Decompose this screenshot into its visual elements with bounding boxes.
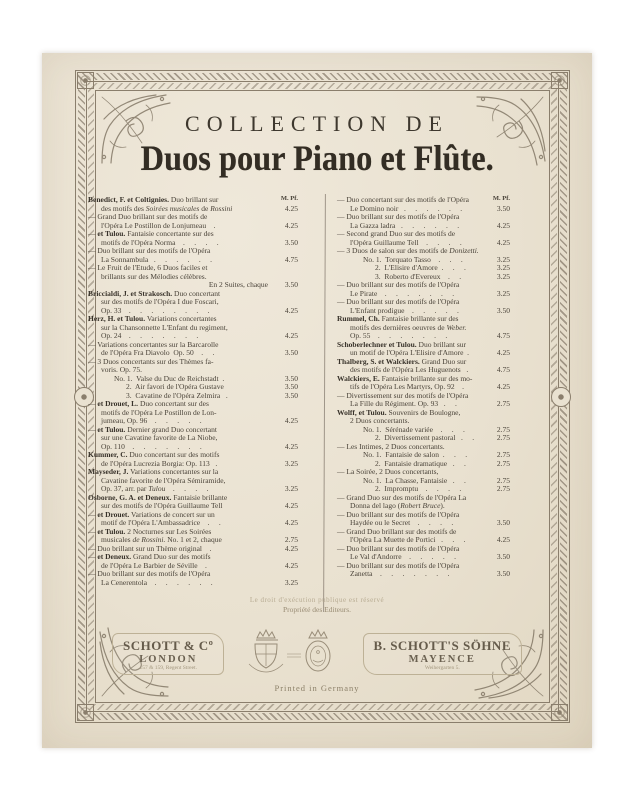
price-value: 3.25 bbox=[496, 271, 510, 281]
price-value: 3.25 bbox=[284, 458, 298, 468]
work-title-text: — Duo brillant sur des motifs de l'Opéra bbox=[337, 297, 460, 306]
work-title-text: Zanetta . . . . . . . bbox=[350, 569, 450, 578]
work-title-text: La Gazza ladra . . . . . . bbox=[350, 220, 460, 230]
work-title-text: ). bbox=[440, 501, 445, 510]
work-title-text: de l'Opéra Fra Diavolo Op. 50 . . bbox=[101, 348, 215, 357]
price-value: 3.25 bbox=[284, 577, 298, 587]
work-title-text: 3. Cavatine de l'Opéra Zelmira . bbox=[126, 390, 228, 400]
work-title-text: L'Enfant prodigue . . . . . bbox=[350, 305, 459, 315]
price-value: 3.50 bbox=[284, 373, 298, 383]
work-title-text: musicales bbox=[101, 535, 133, 544]
work-title-text: Duo concertant sur des bbox=[138, 399, 209, 408]
publisher-imprint bbox=[112, 619, 522, 689]
price-column-header: M. Pf. bbox=[492, 195, 510, 202]
composer-name: Wolff, et Tulou. bbox=[337, 407, 387, 417]
work-title-text: Duo concertant sur des motifs bbox=[127, 450, 220, 459]
corner-rosette-icon bbox=[551, 704, 568, 721]
work-title-text: Fantaisie brillante sur des bbox=[379, 314, 459, 323]
work-title-text: Op. 55 . . . . . . . bbox=[350, 331, 448, 340]
collection-heading: COLLECTION DE bbox=[185, 111, 449, 136]
price-value: 3.50 bbox=[496, 305, 510, 315]
composer-name: et Drouet. bbox=[97, 509, 130, 519]
composer-name: et Tulou. bbox=[97, 526, 126, 536]
composer-name: et Tulou. bbox=[97, 424, 126, 434]
price-value: 3.25 bbox=[284, 484, 298, 493]
work-title-text: de bbox=[199, 203, 211, 213]
work-title-text: No. 1. La Chasse, Fantaisie . . bbox=[363, 475, 466, 485]
work-title-text: — Grand Duo brillant sur des motifs de bbox=[337, 526, 457, 536]
work-title-text: — Duo brillant sur des motifs de l'Opéra bbox=[88, 246, 211, 255]
work-title-text: — 3 Duos de salon sur des motifs de bbox=[337, 246, 450, 255]
composer-name: Herz, H. et Tulou. bbox=[88, 314, 146, 323]
work-title-text: Fantaisie brillante sur des mo- bbox=[379, 373, 473, 383]
work-title-text: Souvenirs de Boulogne, bbox=[386, 407, 461, 417]
price-value: 4.25 bbox=[284, 543, 298, 553]
work-title-text: — Duo brillant sur des motifs de l'Opéra bbox=[88, 569, 211, 578]
price-value: 2.75 bbox=[496, 458, 510, 468]
work-title-text: — Duo concertant sur des motifs de l'Opéra bbox=[337, 195, 469, 204]
work-title-text: sur des motifs de l'Opéra Guillaume Tell bbox=[101, 501, 223, 510]
work-title-text: des motifs de l'Opéra Les Huguenots . bbox=[350, 365, 469, 374]
price-value: 3.50 bbox=[284, 280, 298, 289]
work-title-text: Dernier grand Duo concertant bbox=[125, 424, 217, 434]
property-notice: Propriété des Editeurs. bbox=[282, 605, 352, 614]
composer-name: et Drouet, L. bbox=[97, 399, 139, 408]
work-title-text: Grand Duo sur bbox=[419, 356, 467, 366]
composer-name: Mayseder, J. bbox=[88, 467, 129, 476]
work-title-text: — Grand Duo sur des motifs de l'Opéra La bbox=[337, 492, 467, 502]
composer-name: et Deneux. bbox=[97, 552, 132, 561]
work-title-text: Op. 33 . . . . . . . . bbox=[101, 305, 210, 315]
work-title-text: — Le Fruit de l'Etude, 6 Duos faciles et bbox=[88, 263, 208, 272]
publisher-name: SCHOTT & Cº bbox=[123, 638, 214, 653]
price-value: 4.75 bbox=[496, 365, 510, 374]
work-title-text: No. 1. Valse du Duc de Reichstadt . bbox=[114, 373, 225, 383]
work-title-text: Soirées musicales bbox=[145, 203, 200, 213]
work-title-text: Weber. bbox=[446, 322, 467, 332]
work-title-text: 2 Nocturnes sur Les Soirées bbox=[125, 526, 212, 536]
work-title-text: voris. Op. 75. bbox=[101, 365, 143, 374]
composer-name: Briccialdi, J. et Strakosch. bbox=[88, 288, 173, 298]
work-title-text: Op. 37, arr. par bbox=[101, 484, 149, 493]
work-title-text: de l'Opéra Le Barbier de Séville . bbox=[101, 560, 207, 570]
work-title-text: Fantaisie concertante sur des bbox=[125, 229, 214, 238]
work-title-text: 3. Roberto d'Evereux . . bbox=[375, 271, 462, 281]
work-title-text: des motifs des bbox=[101, 203, 146, 213]
work-title-text: — bbox=[88, 552, 98, 561]
price-value: 3.50 bbox=[496, 552, 510, 561]
work-title-text: — Duo brillant sur un Thème original . bbox=[88, 543, 212, 553]
publisher-city: MAYENCE bbox=[408, 654, 476, 665]
work-title-text: motifs de l'Opéra Le Postillon de Lon- bbox=[101, 407, 217, 417]
work-title-text: No. 1. Sérénade variée . . . bbox=[363, 424, 465, 434]
work-title-text: 2. Impromptu . . . . bbox=[375, 484, 462, 493]
corner-rosette-icon bbox=[77, 72, 94, 89]
price-value: 4.25 bbox=[284, 518, 298, 527]
work-title-text: Robert Bruce bbox=[400, 501, 441, 510]
composer-name: Walckiers, E. bbox=[337, 373, 380, 383]
price-value: 3.25 bbox=[496, 288, 510, 298]
medallion-icon bbox=[551, 387, 571, 407]
publisher-address: 157 & 159, Regent Street. bbox=[139, 665, 197, 671]
work-title-text: Le Domino noir . . . . . . bbox=[350, 203, 463, 213]
work-title-text: La Sonnambula . . . . . . bbox=[101, 254, 213, 264]
work-title-text: l'Opéra Le Postillon de Lonjumeau . bbox=[101, 220, 216, 230]
price-value: 4.25 bbox=[284, 501, 298, 510]
price-value: 2.75 bbox=[496, 399, 510, 408]
catalog-column-right bbox=[337, 196, 510, 579]
work-title-text: motif de l'Opéra L'Ambassadrice . . bbox=[101, 518, 221, 527]
work-title-text: — Variations concertantes sur la Barcarolle bbox=[88, 339, 219, 349]
work-title-text: 2. L'Elisire d'Amore . . . bbox=[375, 263, 466, 272]
work-title-text: — Duo brillant sur des motifs de l'Opéra bbox=[337, 509, 460, 519]
price-value: 4.25 bbox=[284, 560, 298, 570]
work-title-text: En 2 Suites, chaque bbox=[208, 280, 268, 289]
work-title-text: La Cenerentola . . . . . . bbox=[101, 577, 213, 587]
work-title-text: Le Val d'Andorre . . . . . bbox=[350, 552, 456, 561]
work-title-text: Duo brillant sur bbox=[416, 339, 467, 349]
work-title-text: Variations concertantes sur la bbox=[128, 467, 219, 476]
work-title-text: — La Soirée, 2 Duos concertants, bbox=[337, 467, 439, 476]
price-value: 4.25 bbox=[284, 305, 298, 315]
work-title-text: Op. 24 . . . . . . . bbox=[101, 331, 199, 340]
composer-name: Benedict, F. et Coltignies. bbox=[88, 195, 169, 204]
publisher-mayence bbox=[363, 633, 522, 675]
work-title-text: 2. Divertissement pastoral . . bbox=[375, 433, 475, 442]
price-value: 2.75 bbox=[284, 535, 298, 544]
price-value: 4.25 bbox=[284, 331, 298, 340]
work-title-text: Variations de concert sur un bbox=[129, 509, 215, 519]
publisher-address: Weihergarten 5. bbox=[424, 665, 460, 671]
work-title-text: — Duo brillant sur des motifs de l'Opéra bbox=[337, 212, 460, 221]
work-title-text: — bbox=[88, 509, 98, 519]
catalog-column-left bbox=[88, 196, 298, 587]
work-title-text: sur une Cavatine favorite de La Niobe, bbox=[101, 433, 218, 442]
work-title-text: 2 Duos concertants. bbox=[350, 416, 410, 425]
work-title-text: — Duo brillant sur des motifs de l'Opéra bbox=[337, 280, 460, 289]
price-value: 4.25 bbox=[284, 441, 298, 451]
price-column-header: M. Pf. bbox=[280, 195, 298, 202]
work-title-text: — bbox=[88, 399, 98, 408]
work-title-text: brillants sur des Mélodies célèbres. bbox=[101, 271, 207, 281]
price-value: 3.50 bbox=[284, 382, 298, 391]
publisher-city: LONDON bbox=[139, 654, 198, 665]
work-title-text: Fantaisie brillante bbox=[171, 492, 228, 502]
work-title-text: — Duo brillant sur des motifs de l'Opéra bbox=[337, 560, 460, 570]
work-title-text: de l'Opéra Lucrezia Borgia: Op. 113 . bbox=[101, 458, 218, 468]
work-title-text: l'Opéra Guillaume Tell . . . . bbox=[350, 237, 462, 247]
price-value: 2.75 bbox=[496, 484, 510, 493]
price-value: 3.25 bbox=[496, 254, 510, 264]
composer-name: Osborne, G. A. et Deneux. bbox=[88, 492, 172, 502]
coat-of-arms-icon bbox=[239, 624, 349, 684]
price-value: 4.75 bbox=[496, 331, 510, 340]
price-value: 3.50 bbox=[284, 390, 298, 400]
work-title-text: — 3 Duos concertants sur des Thèmes fa- bbox=[88, 356, 214, 366]
work-title-text: — Duo brillant sur des motifs de l'Opéra bbox=[337, 543, 460, 553]
price-value: 3.50 bbox=[496, 203, 510, 213]
composer-name: Schoberlechner et Tulou. bbox=[337, 339, 417, 349]
work-title-text: l'Opéra La Muette de Portici . . . bbox=[350, 535, 466, 544]
work-title-text: Donna del lago ( bbox=[350, 501, 401, 510]
work-title-text: Grand Duo sur des motifs bbox=[131, 552, 211, 561]
price-value: 4.25 bbox=[496, 535, 510, 544]
work-title-text: Cavatine favorite de l'Opéra Sémiramide, bbox=[101, 475, 226, 485]
work-title-text: tifs de l'Opéra Les Martyrs, Op. 92 . bbox=[350, 382, 465, 391]
work-title-text: Op. 110 . . . . . . . bbox=[101, 441, 202, 451]
work-title-text: 2. Air favori de l'Opéra Gustave bbox=[126, 382, 224, 391]
composer-name: et Tulou. bbox=[97, 229, 126, 238]
work-title-text: motifs des dernières oeuvres de bbox=[350, 322, 447, 332]
catalog-line bbox=[88, 579, 298, 588]
corner-rosette-icon bbox=[77, 704, 94, 721]
work-title-text: La Fille du Régiment. Op. 93 . . bbox=[350, 399, 457, 408]
work-title-text: — bbox=[88, 526, 98, 536]
work-title-text: — Grand Duo brillant sur des motifs de bbox=[88, 212, 208, 221]
composer-name: Kummer, C. bbox=[88, 450, 128, 459]
work-title-text: — Les Intimes, 2 Duos concertants. bbox=[337, 441, 445, 451]
work-title-text: Rossini bbox=[210, 203, 233, 213]
composer-name: Rummel, Ch. bbox=[337, 314, 380, 323]
price-value: 4.25 bbox=[284, 220, 298, 230]
work-title-text: No. 1. Torquato Tasso . . . bbox=[363, 254, 463, 264]
work-title-text: Duo concertant bbox=[172, 288, 221, 298]
work-title-text: — Divertissement sur des motifs de l'Opéra bbox=[337, 390, 469, 400]
work-title-text: sur la Chansonnette L'Enfant du regiment, bbox=[101, 322, 228, 332]
price-value: 4.25 bbox=[496, 348, 510, 357]
price-value: 4.25 bbox=[496, 382, 510, 391]
work-title-text: sur des motifs de l'Opéra I due Foscari, bbox=[101, 297, 219, 306]
price-value: 2.75 bbox=[496, 450, 510, 459]
publisher-london bbox=[112, 633, 224, 675]
performance-rights-notice: Le droit d'exécution publique est réservé bbox=[249, 596, 385, 604]
price-value: 3.50 bbox=[284, 237, 298, 247]
price-value: 4.75 bbox=[284, 254, 298, 264]
work-title-text: Variations concertantes bbox=[145, 314, 217, 323]
page-title: Duos pour Piano et Flûte. bbox=[140, 138, 494, 178]
work-title-text: 2. Fantaisie dramatique . . bbox=[375, 458, 466, 468]
work-title-text: motifs de l'Opéra Norma . . . . bbox=[101, 237, 219, 247]
price-value: 4.25 bbox=[496, 220, 510, 230]
work-title-text: — bbox=[88, 424, 98, 434]
work-title-text: Donizetti. bbox=[449, 246, 479, 255]
composer-name: Thalberg, S. et Walckiers. bbox=[337, 356, 420, 366]
work-title-text: un motif de l'Opéra L'Elisire d'Amore . bbox=[350, 348, 470, 357]
price-value: 3.50 bbox=[496, 518, 510, 527]
price-value: 2.75 bbox=[496, 424, 510, 434]
price-value: 2.75 bbox=[496, 475, 510, 485]
price-value: 2.75 bbox=[496, 433, 510, 442]
price-value: 4.25 bbox=[284, 203, 298, 213]
price-value: 4.25 bbox=[284, 416, 298, 425]
price-value: 3.50 bbox=[284, 348, 298, 357]
printed-in-notice: Printed in Germany bbox=[274, 683, 360, 693]
work-title-text: Duo brillant sur bbox=[168, 195, 219, 204]
work-title-text: Haydée ou le Secret . . . . bbox=[350, 518, 454, 527]
corner-rosette-icon bbox=[551, 72, 568, 89]
work-title-text: No. 1 et 2, chaque bbox=[165, 535, 222, 544]
sheet-music-cover-page bbox=[42, 53, 592, 748]
work-title-text: jumeau, Op. 96 . . . . . bbox=[101, 416, 202, 425]
price-value: 3.50 bbox=[496, 569, 510, 578]
work-title-text: . . . . bbox=[165, 484, 209, 493]
publisher-name: B. SCHOTT'S SÖHNE bbox=[373, 638, 511, 653]
price-value: 4.25 bbox=[496, 237, 510, 247]
work-title-text: Tulou bbox=[148, 484, 166, 493]
work-title-text: de Rossini. bbox=[132, 535, 166, 544]
work-title-text: — bbox=[88, 229, 98, 238]
work-title-text: No. 1. Fantaisie de salon . . . bbox=[363, 450, 468, 459]
price-value: 3.25 bbox=[496, 263, 510, 272]
work-title-text: — Second grand Duo sur des motifs de bbox=[337, 229, 456, 238]
catalog-line bbox=[337, 570, 510, 579]
work-title-text: Le Pirate . . . . . . . bbox=[350, 288, 455, 298]
